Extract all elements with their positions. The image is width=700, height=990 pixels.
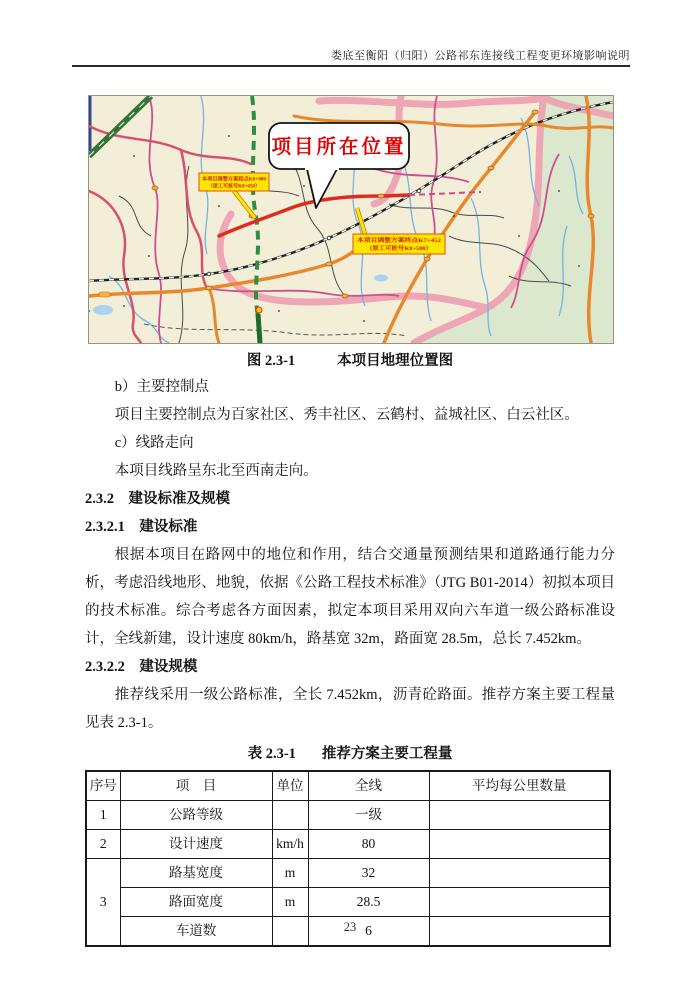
cell-item: 设计速度	[120, 830, 272, 859]
col-header-item: 项 目	[120, 771, 272, 801]
figure-caption-number: 图 2.3-1	[246, 353, 296, 369]
cell-total: 80	[308, 830, 429, 859]
road-number-badge	[99, 292, 110, 297]
cell-total: 28.5	[308, 888, 429, 917]
heading-2-3-2-1: 2.3.2.1 建设标准	[85, 519, 198, 535]
paragraph-construction-standard: 根据本项目在路网中的地位和作用，结合交通量预测结果和道路通行能力分析，考虑沿线地形、地貌，依据《公路工程技术标准》（JTG B01-2014）初拟本项目的技术标准。综合考虑各方面因素，拟定本项目采用双向六车道一级公路标准设计，全线新建，设计速度 80km/h，路基宽 32m，路面宽 28.5m，总长 7.452km。	[85, 547, 615, 647]
cell-total: 6	[308, 917, 429, 947]
end-label-line2: （原工可桩号K8+500）	[366, 246, 423, 252]
cell-no: 2	[86, 830, 120, 859]
table-row	[86, 859, 610, 888]
list-item-b: b）主要控制点	[114, 379, 209, 395]
col-header-total: 全线	[308, 771, 429, 801]
figure-caption-title: 本项目地理位置图	[337, 353, 454, 369]
heading-2-3-2: 2.3.2 建设标准及规模	[85, 491, 230, 507]
cell-item: 车道数	[120, 917, 272, 947]
col-header-avg: 平均每公里数量	[429, 771, 610, 801]
table-caption	[85, 739, 615, 769]
body-text	[85, 373, 615, 947]
cell-item: 路面宽度	[120, 888, 272, 917]
col-header-unit: 单位	[272, 771, 308, 801]
cell-unit: m	[272, 888, 308, 917]
cell-unit: m	[272, 859, 308, 888]
start-label-line2: （原工可桩号K0+450）	[208, 184, 260, 190]
paragraph-route-direction: 本项目线路呈东北至西南走向。	[114, 463, 318, 479]
table-row	[86, 888, 610, 917]
table-caption-number: 表 2.3-1	[247, 746, 296, 762]
map-edge-line	[89, 96, 92, 151]
paragraph-construction-scale: 推荐线采用一级公路标准，全长 7.452km，沥青砼路面。推荐方案主要工程量见表 2.3-1。	[85, 687, 615, 731]
col-header-no: 序号	[86, 771, 120, 801]
pond	[374, 275, 388, 282]
cell-no-merged: 3	[86, 859, 120, 947]
lake	[93, 305, 113, 315]
table-header-row	[86, 771, 610, 801]
list-item-c: c）线路走向	[114, 435, 194, 451]
header-rule	[72, 65, 630, 67]
cell-total: 一级	[308, 801, 429, 830]
start-label-line1: 本项目调整方案起点K0+000	[202, 177, 264, 183]
table-row	[86, 830, 610, 859]
cell-avg	[429, 859, 610, 888]
cell-unit	[272, 801, 308, 830]
cell-no: 1	[86, 801, 120, 830]
end-label-line1: 本项目调整方案终点K7+452	[357, 238, 425, 244]
cell-avg	[429, 888, 610, 917]
location-map	[88, 95, 614, 344]
cell-avg	[429, 830, 610, 859]
cell-item: 路基宽度	[120, 859, 272, 888]
heading-2-3-2-2: 2.3.2.2 建设规模	[85, 659, 198, 675]
cell-unit: km/h	[272, 830, 308, 859]
page-number: 23	[343, 920, 357, 934]
cell-avg	[429, 801, 610, 830]
table-row	[86, 801, 610, 830]
cell-total: 32	[308, 859, 429, 888]
cell-item: 公路等级	[120, 801, 272, 830]
page-header: 娄底至衡阳（归阳）公路祁东连接线工程变更环境影响说明	[331, 50, 630, 62]
paragraph-control-points: 项目主要控制点为百家社区、秀丰社区、云鹤村、益城社区、白云社区。	[114, 407, 579, 423]
figure-caption	[0, 349, 700, 370]
table-caption-title: 推荐方案主要工程量	[321, 746, 453, 762]
location-map-svg	[89, 96, 613, 343]
callout-text: 项目所在位置	[271, 137, 407, 158]
